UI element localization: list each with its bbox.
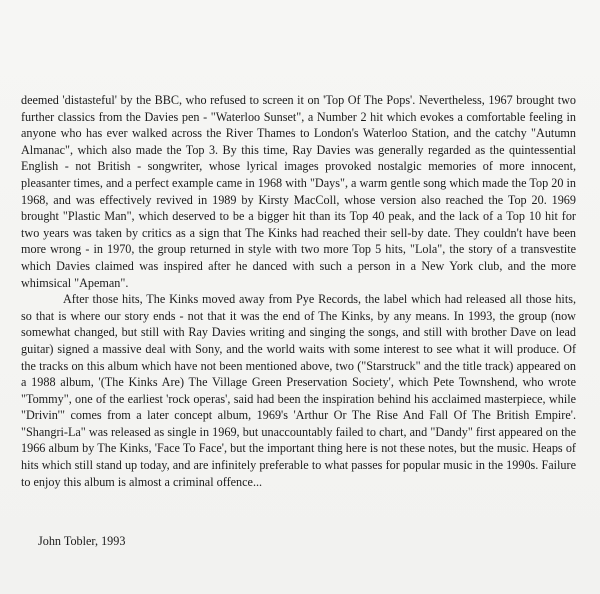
paragraph-2: After those hits, The Kinks moved away from Pye Records, the label which had released all those hits, so that is where our story ends - not that it was the end of The Kinks, by any means. In 1993, the group (now somewhat changed, but still with Ray Davies writing and singing the songs, and still with brother Dave on lead guitar) signed a massive deal with Sony, and the world waits with some interest to see what it will produce. Of the tracks on this album which have not been mentioned above, two ("Starstruck" and the title track) appeared on a 1988 album, '(The Kinks Are) The Village Green Preservation Society', which Pete Townshend, who wrote "Tommy", one of the earliest 'rock operas', said had been the inspiration behind his acclaimed masterpiece, while "Drivin'" comes from a later concept album, 1969's 'Arthur Or The Rise And Fall Of The British Empire'. "Shangri-La" was released as single in 1969, but unaccountably failed to chart, and "Dandy" first appeared on the 1966 album by The Kinks, 'Face To Face', but the important thing here is not these notes, but the music. Heaps of hits which still stand up today, and are infinitely preferable to what passes for popular music in the 1990s. Failure to enjoy this album is almost a criminal offence... bbox=[21, 292, 576, 489]
body-text bbox=[21, 92, 576, 490]
author-signature: John Tobler, 1993 bbox=[38, 534, 126, 548]
paragraph-1: deemed 'distasteful' by the BBC, who refused to screen it on 'Top Of The Pops'. Nevertheless, 1967 brought two further classics from the Davies pen - "Waterloo Sunset", a Number 2 hit which evokes a comfortable feeling in anyone who has ever walked across the River Thames to London's Waterloo Station, and the catchy "Autumn Almanac", which also made the Top 3. By this time, Ray Davies was generally regarded as the quintessential English - not British - songwriter, whose lyrical images provoked nostalgic memories of more innocent, pleasanter times, and a perfect example came in 1968 with "Days", a warm gentle song which made the Top 20 in 1968, and was effectively revived in 1989 by Kirsty MacColl, whose version also reached the Top 20. 1969 brought "Plastic Man", which deserved to be a bigger hit than its Top 40 peak, and the lack of a Top 10 hit for two years was taken by critics as a sign that The Kinks had reached their sell-by date. They couldn't have been more wrong - in 1970, the group returned in style with two more Top 5 hits, "Lola", the story of a transvestite which Davies claimed was inspired after he danced with such a person in a New York club, and the more whimsical "Apeman". bbox=[21, 93, 576, 290]
